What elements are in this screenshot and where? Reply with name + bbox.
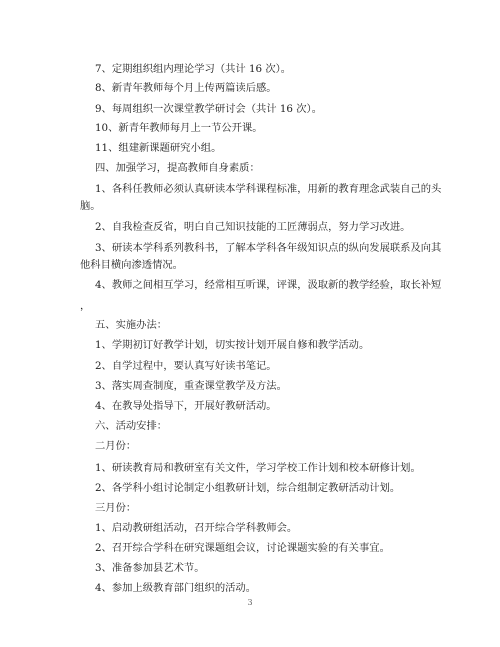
text-line-7: 脑。: [80, 200, 101, 212]
text-line-21: 3、准备参加县艺术节。: [95, 562, 205, 574]
text-line-1: 7、定期组织组内理论学习（共计 16 次）。: [95, 63, 292, 75]
text-line-3: 9、每周组织一次课堂教学研讨会（共计 16 次）。: [95, 103, 322, 115]
text-line-16: 4、在教导处指导下，开展好教研活动。: [95, 400, 277, 412]
text-line-8: 2、自我检查反省，明白自己知识技能的工匠薄弱点，努力学习改进。: [95, 221, 411, 233]
text-line-15: 3、落实周查制度，重查课堂教学及方法。: [95, 380, 287, 392]
text-line-19: 1、启动教研组活动，召开综合学科教师会。: [95, 522, 298, 534]
text-line-18: 2、各学科小组讨论制定小组教研计划，综合组制定教研活动计划。: [95, 482, 401, 494]
section-heading-5: 五、实施办法：: [95, 319, 168, 331]
text-line-20: 2、召开综合学科在研究课题组会议，讨论课题实验的有关事宜。: [95, 542, 390, 554]
text-line-9: 3、研读本学科系列教科书，了解本学科各年级知识点的纵向发展联系及向其: [95, 242, 442, 254]
text-line-13: 1、学期初订好教学计划，切实按计划开展自修和教学活动。: [95, 339, 370, 351]
text-line-14: 2、自学过程中，要认真写好读书笔记。: [95, 360, 277, 372]
text-line-11: 4、教师之间相互学习，经常相互听课，评课，汲取新的教学经验，取长补短: [95, 279, 442, 291]
section-heading-4: 四、加强学习，提高教师自身素质：: [95, 162, 260, 174]
text-line-2: 8、新青年教师每个月上传两篇读后感。: [95, 82, 277, 94]
text-line-17: 1、研读教育局和教研室有关文件，学习学校工作计划和校本研修计划。: [95, 462, 421, 474]
text-line-12: ，: [80, 300, 91, 312]
text-line-22: 4、参加上级教育部门组织的活动。: [95, 582, 257, 594]
page-number: 3: [247, 598, 253, 607]
text-line-4: 10、新青年教师每月上一节公开课。: [95, 122, 263, 134]
month-heading-feb: 二月份：: [95, 440, 137, 452]
text-line-10: 他科目横向渗透情况。: [80, 259, 183, 271]
text-line-5: 11、组建新课题研究小组。: [95, 142, 222, 154]
text-line-6: 1、各科任教师必须认真研读本学科课程标准，用新的教育理念武装自己的头: [95, 183, 442, 195]
month-heading-mar: 三月份：: [95, 502, 137, 514]
section-heading-6: 六、活动安排：: [95, 420, 168, 432]
